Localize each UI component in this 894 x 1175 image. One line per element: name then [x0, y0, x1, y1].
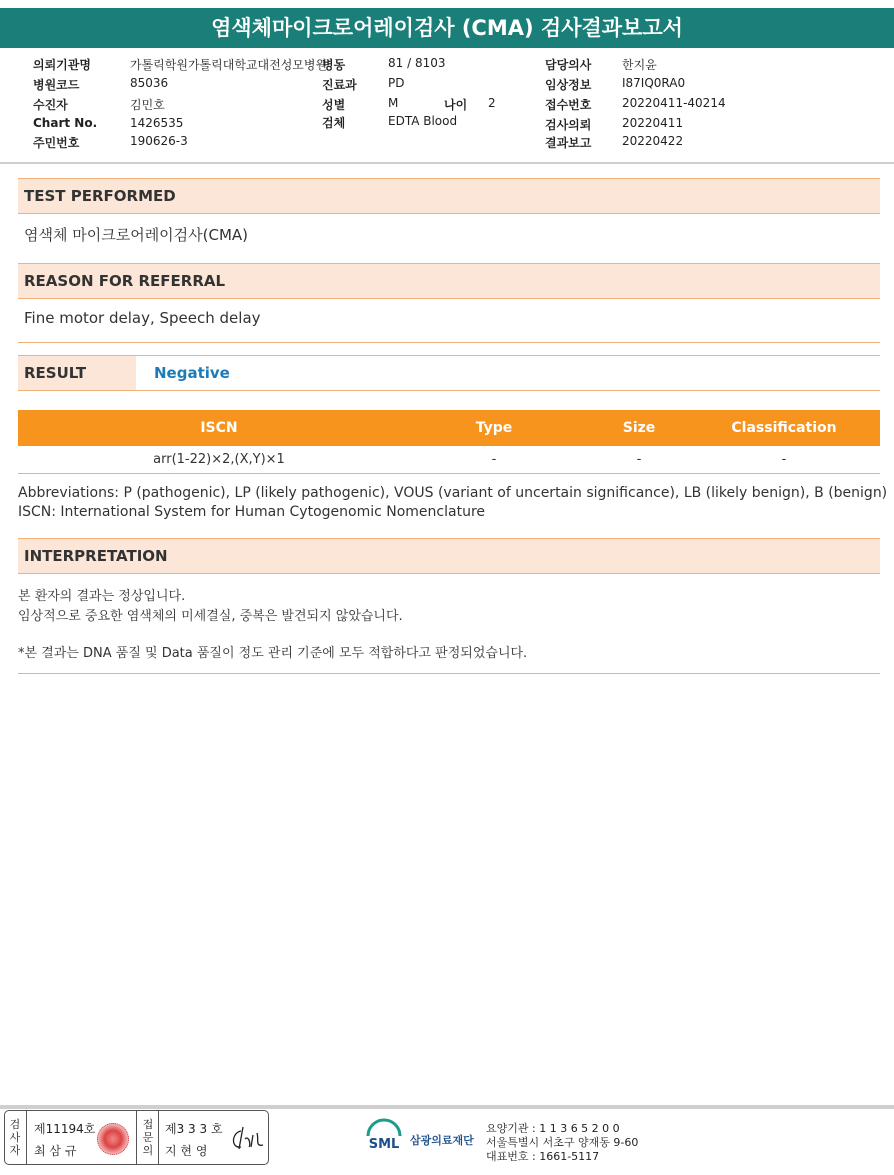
institution-value: 가톨릭학원가톨릭대학교대전성모병원: [130, 58, 328, 72]
org-code: 요양기관 : 1 1 3 6 5 2 0 0: [486, 1122, 620, 1135]
interpretation-note: *본 결과는 DNA 품질 및 Data 품질이 정도 관리 기준에 모두 적합하다고 판정되었습니다.: [18, 646, 528, 661]
report-date-value: 20220422: [622, 134, 684, 148]
doctor-value: 한지윤: [622, 58, 657, 72]
examiner-label: 검사자: [9, 1118, 21, 1157]
svg-text:SML: SML: [368, 1137, 400, 1152]
abbreviations-line: Abbreviations: P (pathogenic), LP (likely pathogenic), VOUS (variant of uncertain significance), LB (likely benign), B (benign): [18, 485, 888, 501]
reviewer-name: 지 현 영: [165, 1144, 208, 1158]
header-divider: [0, 162, 894, 164]
divider: [158, 1111, 159, 1164]
referral-heading: REASON FOR REFERRAL: [18, 263, 880, 299]
size-cell: -: [636, 452, 642, 467]
org-name: 삼광의료재단: [410, 1134, 474, 1147]
iscn-definition: ISCN: International System for Human Cytogenomic Nomenclature: [18, 504, 486, 520]
referral-text: Fine motor delay, Speech delay: [24, 309, 261, 327]
examiner-name: 최 삼 규: [34, 1144, 77, 1158]
institution-label: 의뢰기관명: [33, 58, 91, 72]
report-date-label: 결과보고: [545, 136, 592, 150]
classification-cell: -: [781, 452, 787, 467]
col-iscn: ISCN: [200, 420, 238, 436]
interpretation-divider: [18, 673, 880, 674]
result-row: [18, 355, 880, 391]
sex-value: M: [388, 96, 399, 110]
clinical-info-value: I87IQ0RA0: [622, 76, 686, 90]
interpretation-line-1: 본 환자의 결과는 정상입니다.: [18, 589, 186, 604]
age-value: 2: [488, 96, 496, 110]
patient-label: 수진자: [33, 98, 68, 112]
request-date-value: 20220411: [622, 116, 684, 130]
interpretation-line-2: 임상적으로 중요한 염색체의 미세결실, 중복은 발견되지 않았습니다.: [18, 609, 403, 624]
hospital-code-value: 85036: [130, 76, 169, 90]
reception-no-value: 20220411-40214: [622, 96, 726, 110]
request-date-label: 검사의뢰: [545, 118, 592, 132]
footer-divider: [0, 1105, 894, 1109]
test-performed-text: 염색체 마이크로어레이검사(CMA): [24, 226, 249, 244]
dept-value: PD: [388, 76, 405, 90]
reviewer-no: 제3 3 3 호: [165, 1122, 223, 1136]
col-size: Size: [622, 420, 656, 436]
ward-value: 81 / 8103: [388, 56, 446, 70]
patient-value: 김민호: [130, 98, 165, 112]
examiner-seal: [97, 1123, 129, 1155]
result-value: Negative: [154, 364, 230, 382]
ward-label: 병동: [322, 58, 346, 72]
age-label: 나이: [444, 98, 468, 112]
specimen-value: EDTA Blood: [388, 114, 458, 128]
type-cell: -: [491, 452, 497, 467]
table-row: [18, 446, 880, 474]
clinical-info-label: 임상정보: [545, 78, 592, 92]
sex-label: 성별: [322, 98, 346, 112]
result-label: RESULT: [18, 356, 136, 390]
examiner-no: 제11194호: [34, 1122, 96, 1136]
iscn-cell: arr(1-22)×2,(X,Y)×1: [153, 452, 285, 467]
doctor-label: 담당의사: [545, 58, 592, 72]
col-classification: Classification: [731, 420, 837, 436]
divider: [26, 1111, 27, 1164]
hospital-code-label: 병원코드: [33, 78, 80, 92]
col-type: Type: [475, 420, 513, 436]
resident-no-label: 주민번호: [33, 136, 80, 150]
divider: [136, 1111, 137, 1164]
test-performed-heading: TEST PERFORMED: [18, 178, 880, 214]
report-title: 염색체마이크로어레이검사 (CMA) 검사결과보고서: [0, 8, 894, 48]
specimen-label: 검체: [322, 116, 346, 130]
org-phone: 대표번호 : 1661-5117: [486, 1150, 600, 1163]
reception-no-label: 접수번호: [545, 98, 592, 112]
org-address: 서울특별시 서초구 양재동 9-60: [486, 1136, 639, 1149]
interpretation-heading: INTERPRETATION: [18, 538, 880, 574]
signature-box: [4, 1110, 269, 1165]
reviewer-signature: [229, 1123, 265, 1153]
referral-divider: [18, 342, 880, 343]
reviewer-label: 접문의: [142, 1118, 154, 1157]
resident-no-value: 190626-3: [130, 134, 188, 148]
cnv-table-header: [18, 410, 880, 446]
chart-value: 1426535: [130, 116, 184, 130]
dept-label: 진료과: [322, 78, 357, 92]
chart-label: Chart No.: [33, 116, 98, 130]
sml-logo: [364, 1118, 404, 1158]
